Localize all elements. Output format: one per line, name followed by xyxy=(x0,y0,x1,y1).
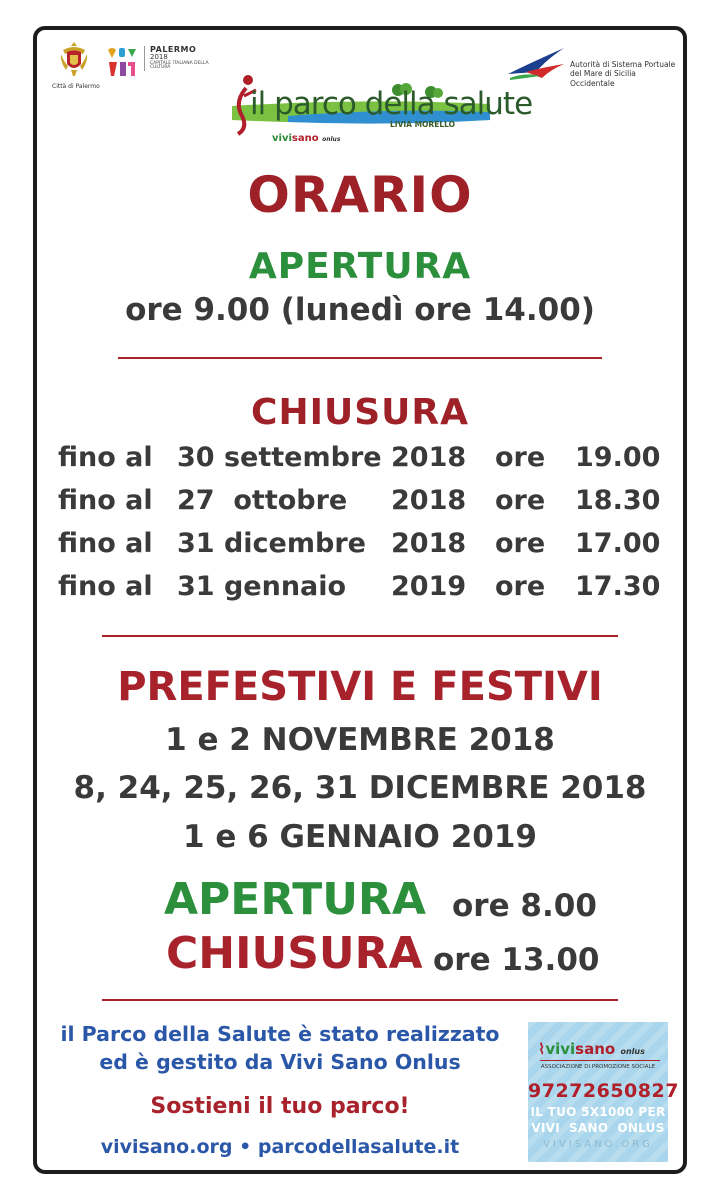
row-prefix: fino al xyxy=(58,571,153,602)
schedule-row xyxy=(58,528,668,571)
row-ore: ore xyxy=(495,528,546,559)
palermo-capitale-cultura-logo xyxy=(106,46,210,80)
badge-tax-code: 97272650827 xyxy=(528,1080,679,1102)
row-date: 31 dicembre xyxy=(177,528,366,559)
festivi-chiusura-time: ore 13.00 xyxy=(433,942,600,978)
capitale-mark-icon xyxy=(106,46,138,80)
festivi-apertura-label: APERTURA xyxy=(164,874,426,925)
row-year: 2019 xyxy=(391,571,467,602)
apertura-heading: APERTURA xyxy=(248,246,472,287)
row-year: 2018 xyxy=(391,442,467,473)
parco-logo-subtitle: LIVIA MORELLO xyxy=(390,120,455,129)
parco-logo-title: il parco della salute xyxy=(250,86,533,122)
crest-label: Città di Palermo xyxy=(52,83,100,90)
footer-links: vivisano.org • parcodellasalute.it xyxy=(100,1136,460,1158)
5x1000-badge xyxy=(528,1022,679,1162)
citta-di-palermo-logo xyxy=(52,40,100,90)
row-time: 17.30 xyxy=(575,571,661,602)
row-date: 27 ottobre xyxy=(177,485,348,516)
row-year: 2018 xyxy=(391,485,467,516)
divider xyxy=(102,635,618,637)
badge-figure-icon: ⌇ xyxy=(538,1040,546,1058)
row-ore: ore xyxy=(495,571,546,602)
footer-slogan: Sostieni il tuo parco! xyxy=(150,1094,410,1119)
row-time: 17.00 xyxy=(575,528,661,559)
festivi-date: 1 e 6 GENNAIO 2019 xyxy=(182,819,537,855)
ship-wing-icon xyxy=(506,46,568,82)
row-year: 2018 xyxy=(391,528,467,559)
festivi-heading: PREFESTIVI E FESTIVI xyxy=(117,664,603,710)
festivi-date: 1 e 2 NOVEMBRE 2018 xyxy=(165,722,555,758)
festivi-date: 8, 24, 25, 26, 31 DICEMBRE 2018 xyxy=(73,770,647,806)
autorita-line-1: Autorità di Sistema Portuale xyxy=(570,60,676,69)
page-title: ORARIO xyxy=(247,166,473,224)
row-date: 31 gennaio xyxy=(177,571,347,602)
badge-association: ASSOCIAZIONE DI PROMOZIONE SOCIALE xyxy=(540,1064,656,1070)
festivi-chiusura-label: CHIUSURA xyxy=(166,928,423,979)
autorita-portuale-logo xyxy=(506,46,680,88)
badge-vivisano-logo: ⌇vivisano onlus xyxy=(538,1040,645,1058)
badge-text-line-1: IL TUO 5X1000 PER xyxy=(530,1105,666,1119)
parco-della-salute-logo xyxy=(228,72,533,152)
capitale-subtitle: CAPITALE ITALIANA DELLA CULTURA xyxy=(150,60,209,71)
row-ore: ore xyxy=(495,442,546,473)
autorita-line-2: del Mare di Sicilia Occidentale xyxy=(570,69,636,88)
capitale-city: PALERMO xyxy=(150,45,197,54)
footer-credit-line-2: ed è gestito da Vivi Sano Onlus xyxy=(99,1050,461,1074)
schedule-row xyxy=(58,442,668,485)
festivi-apertura-time: ore 8.00 xyxy=(452,888,597,924)
row-date: 30 settembre xyxy=(177,442,382,473)
apertura-hours: ore 9.00 (lunedì ore 14.00) xyxy=(125,292,595,328)
badge-text-line-2: VIVI SANO ONLUS xyxy=(531,1121,665,1135)
vivisano-brand: vivisano onlus xyxy=(272,133,341,144)
badge-divider xyxy=(540,1060,660,1061)
row-time: 19.00 xyxy=(575,442,661,473)
chiusura-heading: CHIUSURA xyxy=(251,392,469,433)
row-time: 18.30 xyxy=(575,485,661,516)
schedule-row xyxy=(58,485,668,528)
divider xyxy=(118,357,602,359)
row-prefix: fino al xyxy=(58,528,153,559)
chiusura-schedule xyxy=(58,442,668,614)
badge-url: VIVISANO.ORG xyxy=(543,1139,653,1150)
row-prefix: fino al xyxy=(58,442,153,473)
footer-credit-line-1: il Parco della Salute è stato realizzato xyxy=(60,1022,500,1046)
row-ore: ore xyxy=(495,485,546,516)
schedule-row xyxy=(58,571,668,614)
row-prefix: fino al xyxy=(58,485,153,516)
capitale-year: 2018 xyxy=(150,53,168,62)
divider xyxy=(102,999,618,1001)
eagle-crest-icon xyxy=(59,40,89,78)
